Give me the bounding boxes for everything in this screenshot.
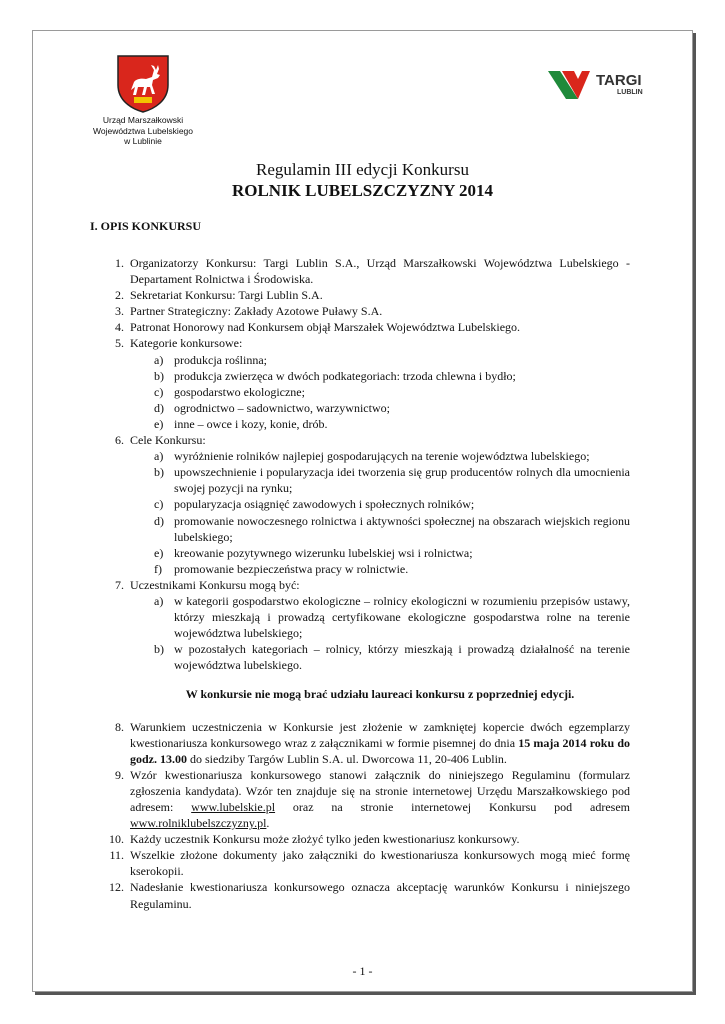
sub-letter: d): [154, 400, 164, 415]
sub-item: [90, 593, 630, 641]
item-text: Nadesłanie kwestionariusza konkursowego oznacza akceptację warunków Konkursu i niniejszego Regulaminu.: [130, 880, 630, 911]
item-number: 4.: [115, 320, 124, 335]
item-number: 12.: [109, 880, 124, 895]
office-caption-line: w Lublinie: [124, 136, 162, 146]
sub-letter: e): [154, 416, 164, 431]
document-title: [33, 159, 692, 202]
contest-website-link[interactable]: www.rolniklubelszczyzny.pl: [130, 816, 267, 831]
lubelskie-link[interactable]: www.lubelskie.pl: [191, 800, 276, 814]
sub-item: [90, 561, 630, 577]
item-number: 2.: [115, 288, 124, 303]
list-item: [90, 303, 630, 319]
sub-text: upowszechnienie i popularyzacja idei tworzenia się grup producentów rolnych dla umocnienia swojej pozycji na rynku;: [174, 465, 630, 496]
item-text: Uczestnikami Konkursu mogą być:: [130, 577, 300, 592]
sub-text: wyróżnienie rolników najlepiej gospodarujących na terenie województwa lubelskiego;: [174, 449, 590, 464]
regulations-list: [90, 255, 630, 912]
list-item: [90, 831, 630, 847]
sub-letter: f): [154, 561, 162, 576]
item-text: Sekretariat Konkursu: Targi Lublin S.A.: [130, 288, 323, 303]
item-number: 5.: [115, 336, 124, 351]
sub-text: inne – owce i kozy, konie, drób.: [174, 416, 328, 431]
sub-letter: c): [154, 497, 164, 512]
item-number: 10.: [109, 832, 124, 847]
item-number: 3.: [115, 304, 124, 319]
item-text: Warunkiem uczestniczenia w Konkursie jest złożenie w zamkniętej kopercie dwóch egzemplarzy kwestionariusza konkursowego wraz z załącznikami w formie pisemnej do dnia: [130, 719, 630, 750]
title-line-1: Regulamin III edycji Konkursu: [256, 160, 469, 179]
document-page: [32, 30, 693, 992]
office-caption-line: Województwa Lubelskiego: [92, 125, 193, 136]
sub-item: [90, 416, 630, 432]
sub-item: [90, 368, 630, 384]
sub-text: w pozostałych kategoriach – rolnicy, którzy mieszkają i prowadzą działalność na terenie województwa lubelskiego.: [174, 642, 630, 673]
targi-lublin-logo: [548, 67, 648, 105]
item-text: Kategorie konkursowe:: [130, 336, 243, 351]
item-text: Patronat Honorowy nad Konkursem objął Marszałek Województwa Lubelskiego.: [130, 320, 521, 335]
item-number: 7.: [115, 577, 124, 592]
section-heading: I. OPIS KONKURSU: [90, 219, 202, 233]
item-text: Wszelkie złożone dokumenty jako załączniki do kwestionariusza konkursowych mogą mieć formę kserokopii.: [130, 848, 630, 879]
office-caption-line: Urząd Marszałkowski: [102, 115, 184, 125]
sub-item: [90, 545, 630, 561]
item-text: Cele Konkursu:: [130, 433, 206, 448]
targi-subword: LUBLIN: [617, 89, 643, 96]
list-item: [90, 432, 630, 448]
sub-letter: b): [154, 465, 164, 480]
item-number: 8.: [115, 719, 124, 734]
sub-letter: a): [154, 352, 164, 367]
sub-text: w kategorii gospodarstwo ekologiczne – rolnicy ekologiczni w rozumieniu przepisów ustawy, którzy mieszkają i prowadzą certyfikowane ekologiczne gospodarstwa rolne na terenie województwa lubelskiego;: [174, 593, 630, 641]
item-number: 6.: [115, 433, 124, 448]
sub-text: kreowanie pozytywnego wizerunku lubelskiej wsi i rolnictwa;: [174, 545, 473, 560]
sub-item: [90, 400, 630, 416]
office-logo: [83, 53, 203, 147]
sub-item: [90, 448, 630, 464]
sub-letter: e): [154, 545, 164, 560]
list-item: [90, 255, 630, 287]
sub-text: produkcja zwierzęca w dwóch podkategoriach: trzoda chlewna i bydło;: [174, 368, 516, 383]
page-number: - 1 -: [352, 964, 373, 978]
sub-item: [90, 352, 630, 368]
list-item: [90, 767, 630, 831]
sub-item: [90, 496, 630, 512]
targi-word: TARGI: [596, 72, 642, 89]
crest-icon: [114, 53, 172, 113]
list-item: [90, 577, 630, 593]
item-text: Partner Strategiczny: Zakłady Azotowe Puławy S.A.: [130, 304, 383, 319]
item-number: 1.: [115, 256, 124, 270]
item-number: 9.: [115, 767, 124, 782]
sub-item: [90, 384, 630, 400]
sub-letter: a): [154, 449, 164, 464]
deadline-text: 15 maja 2014 roku do godz. 13.00: [130, 735, 630, 766]
sub-text: promowanie bezpieczeństwa pracy w rolnictwie.: [174, 561, 409, 576]
sub-letter: d): [154, 513, 164, 528]
sub-letter: b): [154, 642, 164, 657]
list-item: [90, 719, 630, 767]
sub-text: gospodarstwo ekologiczne;: [174, 384, 305, 399]
sub-item: [90, 513, 630, 545]
item-text: Organizatorzy Konkursu: Targi Lublin S.A., Urząd Marszałkowski Województwa Lubelskiego - Departament Rolnictwa i Środowiska.: [130, 256, 630, 287]
item-text: oraz na stronie internetowej Konkursu pod adresem: [275, 800, 630, 814]
sub-letter: a): [154, 593, 164, 608]
item-text: do siedziby Targów Lublin S.A. ul. Dworcowa 11, 20-406 Lublin.: [187, 751, 507, 766]
sub-text: popularyzacja osiągnięć zawodowych i społecznych rolników;: [174, 497, 475, 512]
sub-letter: c): [154, 384, 164, 399]
list-item: [90, 879, 630, 911]
sub-item: [90, 464, 630, 496]
title-line-2: ROLNIK LUBELSZCZYZNY 2014: [231, 181, 494, 200]
list-item: [90, 319, 630, 335]
list-item: [90, 335, 630, 351]
sub-text: produkcja roślinna;: [174, 352, 267, 367]
item-text: .: [266, 816, 270, 831]
sub-item: [90, 641, 630, 673]
sub-letter: b): [154, 368, 164, 383]
item-text: Każdy uczestnik Konkursu może złożyć tylko jeden kwestionariusz konkursowy.: [130, 832, 520, 847]
list-item: [90, 287, 630, 303]
item-text: Wzór kwestionariusza konkursowego stanowi załącznik do niniejszego Regulaminu (formularz zgłoszenia kandydata). Wzór ten znajduje się na stronie internetowej Urzędu Marszałkowskiego pod adresem:: [130, 767, 630, 814]
list-item: [90, 847, 630, 879]
exclusion-notice: W konkursie nie mogą brać udziału laureaci konkursu z poprzedniej edycji.: [185, 687, 575, 702]
sub-text: promowanie nowoczesnego rolnictwa i aktywności społecznej na obszarach wiejskich regionu lubelskiego;: [174, 513, 630, 544]
item-number: 11.: [109, 848, 124, 863]
sub-text: ogrodnictwo – sadownictwo, warzywnictwo;: [174, 400, 390, 415]
